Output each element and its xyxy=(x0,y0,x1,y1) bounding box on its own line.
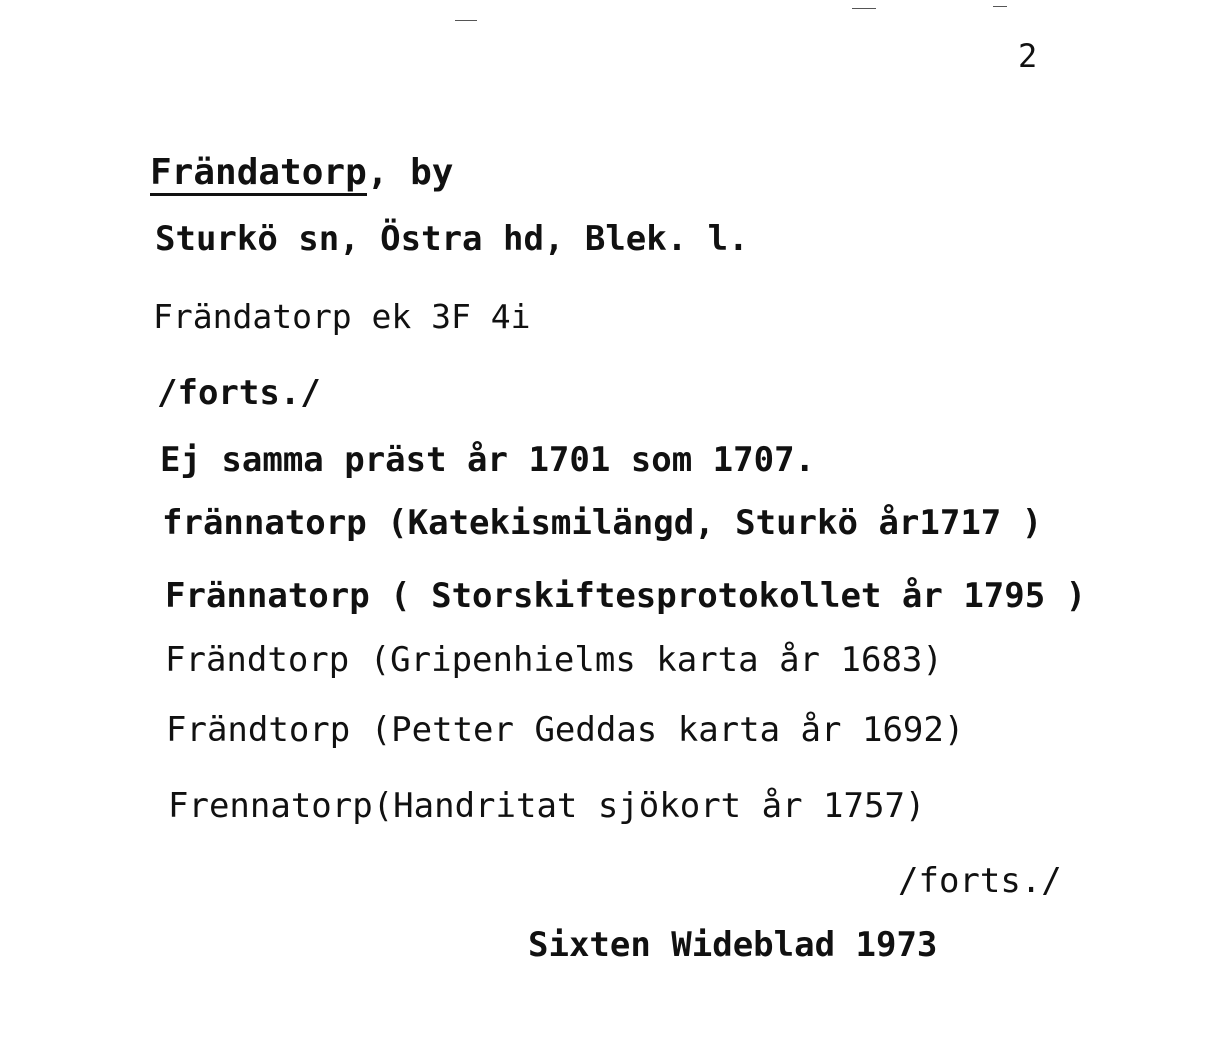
card-title xyxy=(150,152,454,193)
source-line: Frändtorp (Petter Geddas karta år 1692) xyxy=(166,710,965,750)
scan-speck xyxy=(852,8,876,9)
continued-marker: /forts./ xyxy=(157,373,321,413)
note-line: Ej samma präst år 1701 som 1707. xyxy=(160,440,816,480)
map-reference-line: Frändatorp ek 3F 4i xyxy=(153,297,531,336)
place-name: Frändatorp xyxy=(150,152,367,196)
continued-marker-bottom: /forts./ xyxy=(898,861,1062,901)
location-line: Sturkö sn, Östra hd, Blek. l. xyxy=(155,219,749,259)
source-line: frännatorp (Katekismilängd, Sturkö år1717 ) xyxy=(162,503,1043,543)
place-type: , by xyxy=(366,152,454,193)
source-line: Frennatorp(Handritat sjökort år 1757) xyxy=(168,786,926,826)
scan-speck xyxy=(993,6,1007,7)
page-number: 2 xyxy=(1018,37,1038,75)
source-line: Frändtorp (Gripenhielms karta år 1683) xyxy=(165,640,943,680)
source-line: Frännatorp ( Storskiftesprotokollet år 1795 ) xyxy=(165,576,1087,616)
scan-speck xyxy=(455,20,477,21)
signature: Sixten Wideblad 1973 xyxy=(528,925,938,965)
